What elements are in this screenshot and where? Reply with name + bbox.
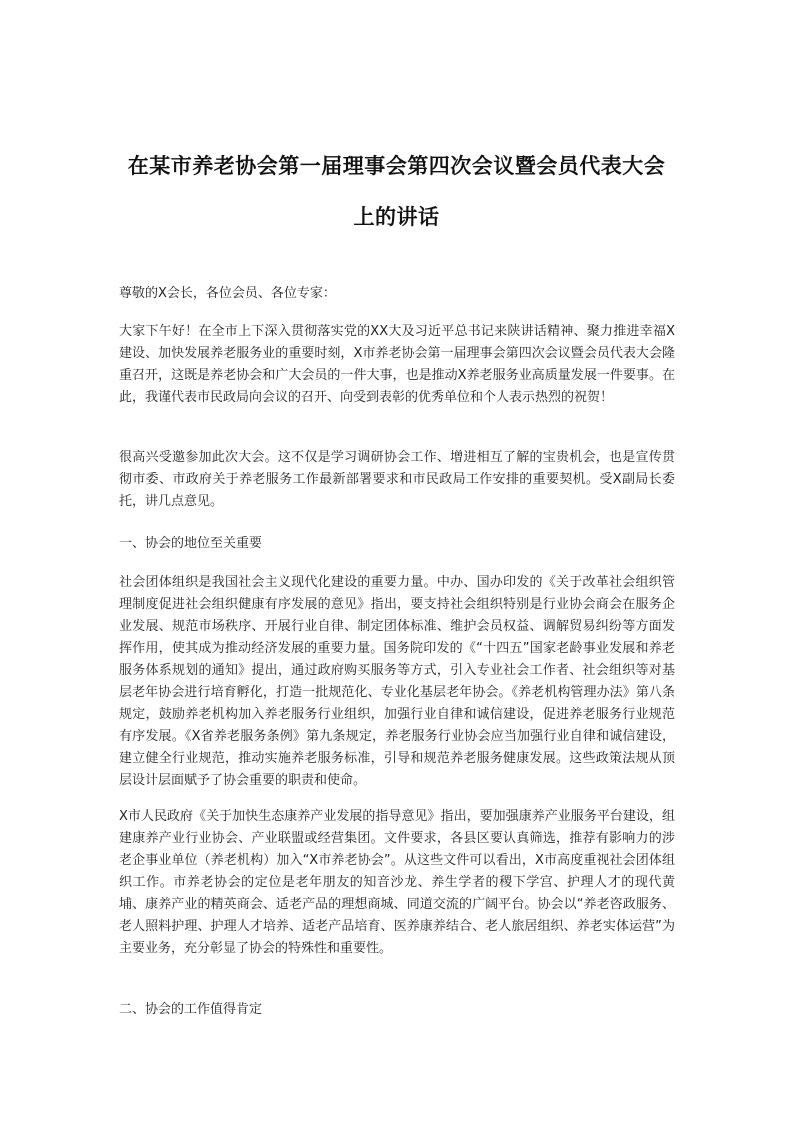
section-heading-1: 一、协会的地位至关重要 [119, 536, 263, 551]
document-title-line-2: 上的讲话 [353, 205, 440, 229]
section-1-paragraph-2: X市人民政府《关于加快生态康养产业发展的指导意见》指出，要加强康养产业服务平台建设，组建康养产业行业协会、产业联盟或经营集团。文件要求，各县区要认真筛选，推荐有影响力的涉老企事业单位（养老机构）加入“X市养老协会”。从这些文件可以看出，X市高度重视社会团体组织工作。市养老协会的定位是老年朋友的知音沙龙、养生学者的稷下学宫、护理人才的现代黄埔、康养产业的精英商会、适老产品的理想商城、同道交流的广阔平台。协会以“养老咨政服务、老人照料护理、护理人才培养、适老产品培育、医养康养结合、老人旅居组织、养老实体运营”为主要业务，充分彰显了协会的特殊性和重要性。 [119, 809, 675, 956]
document-title-line-1: 在某市养老协会第一届理事会第四次会议暨会员代表大会 [127, 154, 666, 178]
section-heading-2: 二、协会的工作值得肯定 [119, 1002, 263, 1017]
paragraph-opening: 大家下午好！在全市上下深入贯彻落实党的XX大及习近平总书记来陕讲话精神、聚力推进幸福X建设、加快发展养老服务业的重要时刻，X市养老协会第一届理事会第四次会议暨会员代表大会隆重召开，这既是养老协会和广大会员的一件大事，也是推动X养老服务业高质量发展一件要事。在此，我谨代表市民政局向会议的召开、向受到表彰的优秀单位和个人表示热烈的祝贺！ [119, 324, 675, 405]
section-1-paragraph-1: 社会团体组织是我国社会主义现代化建设的重要力量。中办、国办印发的《关于改革社会组织管理制度促进社会组织健康有序发展的意见》指出，要支持社会组织特别是行业协会商会在服务企业发展、规范市场秩序、开展行业自律、制定团体标准、维护会员权益、调解贸易纠纷等方面发挥作用，使其成为推动经济发展的重要力量。国务院印发的《“十四五”国家老龄事业发展和养老服务体系规划的通知》提出，通过政府购买服务等方式，引入专业社会工作者、社会组织等对基层老年协会进行培育孵化，打造一批规范化、专业化基层老年协会。《养老机构管理办法》第八条规定，鼓励养老机构加入养老服务行业组织，加强行业自律和诚信建设，促进养老服务行业规范有序发展。《X省养老服务条例》第九条规定，养老服务行业协会应当加强行业自律和诚信建设，建立健全行业规范，推动实施养老服务标准，引导和规范养老服务健康发展。这些政策法规从顶层设计层面赋予了协会重要的职责和使命。 [119, 575, 675, 788]
paragraph-purpose: 很高兴受邀参加此次大会。这不仅是学习调研协会工作、增进相互了解的宝贵机会，也是宣传贯彻市委、市政府关于养老服务工作最新部署要求和市民政局工作安排的重要契机。受X副局长委托，讲几点意见。 [119, 450, 675, 509]
greeting: 尊敬的X会长，各位会员、各位专家： [119, 286, 336, 301]
